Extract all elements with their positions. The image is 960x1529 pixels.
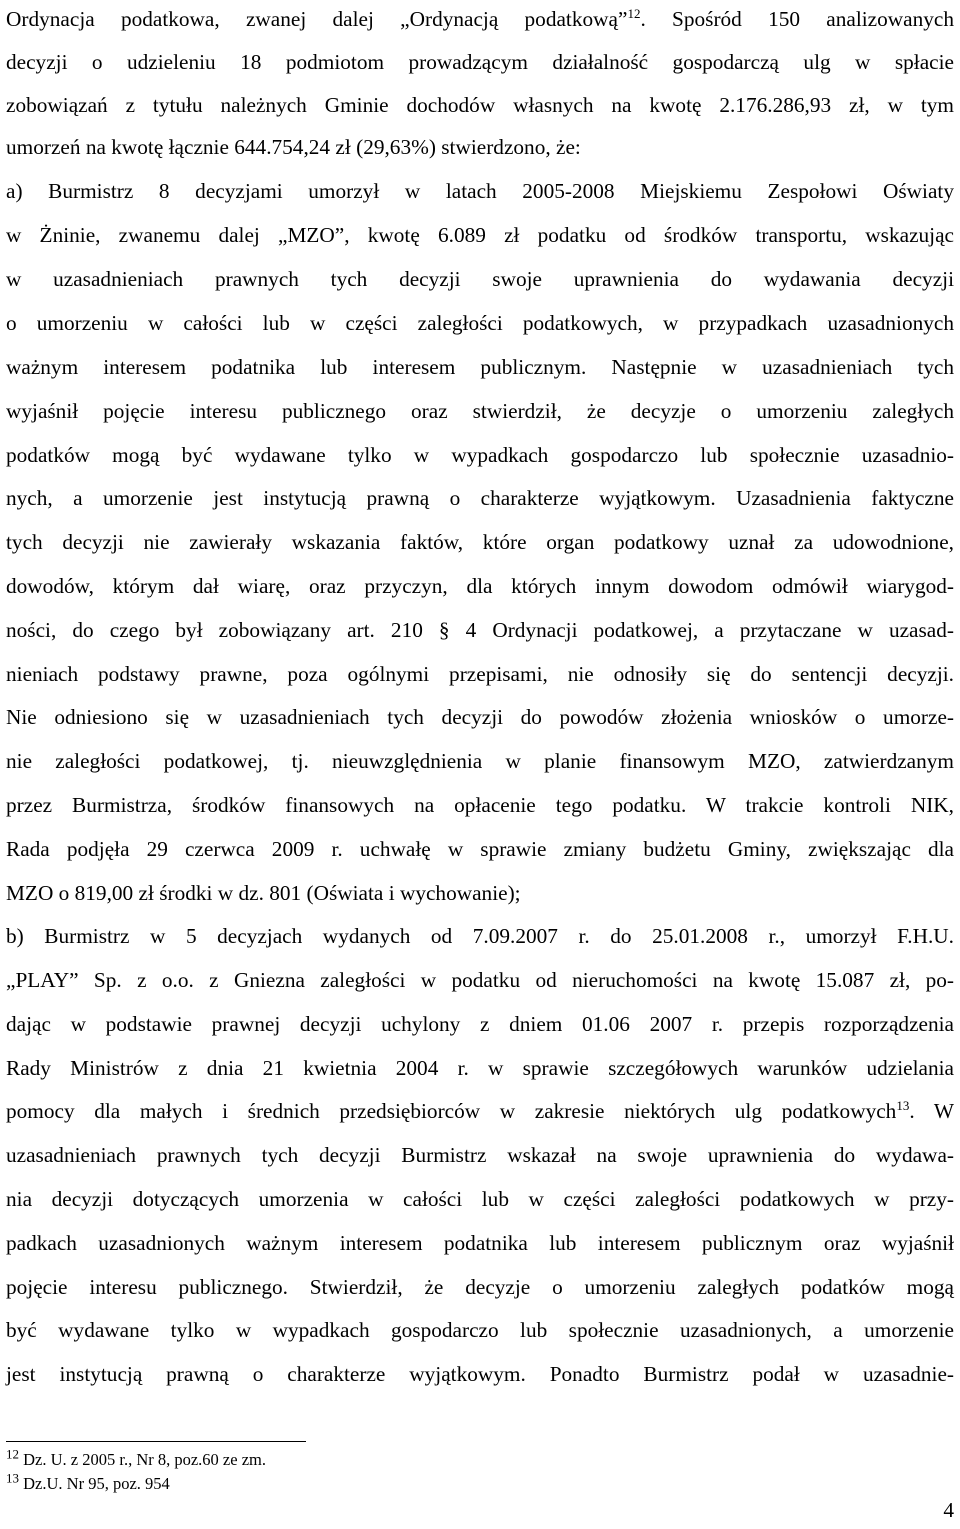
text-line: Nie odniesiono się w uzasadnieniach tych decyzji do powodów złożenia wniosków o umorze- xyxy=(6,705,954,729)
footnote-separator xyxy=(6,1441,306,1442)
text-line: a) Burmistrz 8 decyzjami umorzył w latach 2005-2008 Miejskiemu Zespołowi Oświaty xyxy=(6,179,954,203)
text-line: „PLAY” Sp. z o.o. z Gniezna zaległości w podatku od nieruchomości na kwotę 15.087 zł, po- xyxy=(6,968,954,992)
text-line: Rada podjęła 29 czerwca 2009 r. uchwałę w sprawie zmiany budżetu Gminy, zwiększając dla xyxy=(6,837,954,861)
text-line: przez Burmistrza, środków finansowych na opłacenie tego podatku. W trakcie kontroli NIK, xyxy=(6,793,954,817)
text-line: nych, a umorzenie jest instytucją prawną o charakterze wyjątkowym. Uzasadnienia faktyczne xyxy=(6,486,954,510)
text-line: w Żninie, zwanemu dalej „MZO”, kwotę 6.089 zł podatku od środków transportu, wskazując xyxy=(6,223,954,247)
footnote xyxy=(6,1446,266,1470)
text-line: być wydawane tylko w wypadkach gospodarczo lub społecznie uzasadnionych, a umorzenie xyxy=(6,1318,954,1342)
footnote-mark: 13 xyxy=(6,1470,19,1486)
footnote-text: Dz.U. Nr 95, poz. 954 xyxy=(19,1474,170,1493)
text-line: o umorzeniu w całości lub w części zaległości podatkowych, w przypadkach uzasadnionych xyxy=(6,311,954,335)
text-line: uzasadnieniach prawnych tych decyzji Burmistrz wskazał na swoje uprawnienia do wydawa- xyxy=(6,1143,954,1167)
text-line: decyzji o udzieleniu 18 podmiotom prowadzącym działalność gospodarczą ulg w spłacie xyxy=(6,50,954,74)
text-line: podatków mogą być wydawane tylko w wypadkach gospodarczo lub społecznie uzasadnio- xyxy=(6,443,954,467)
text-line: zobowiązań z tytułu należnych Gminie dochodów własnych na kwotę 2.176.286,93 zł, w tym xyxy=(6,93,954,117)
text-line: w uzasadnieniach prawnych tych decyzji swoje uprawnienia do wydawania decyzji xyxy=(6,267,954,291)
text-line: ności, do czego był zobowiązany art. 210 § 4 Ordynacji podatkowej, a przytaczane w uzasad- xyxy=(6,618,954,642)
text-line: MZO o 819,00 zł środki w dz. 801 (Oświata i wychowanie); xyxy=(6,881,521,905)
text-line: umorzeń na kwotę łącznie 644.754,24 zł (29,63%) stwierdzono, że: xyxy=(6,135,581,159)
text-line: pomocy dla małych i średnich przedsiębiorców w zakresie niektórych ulg podatkowych$^{13}$. W xyxy=(6,1097,954,1123)
text-line: wyjaśnił pojęcie interesu publicznego oraz stwierdził, że decyzje o umorzeniu zaległych xyxy=(6,399,954,423)
text-line: jest instytucją prawną o charakterze wyjątkowym. Ponadto Burmistrz podał w uzasadnie- xyxy=(6,1362,954,1386)
page-number: 4 xyxy=(943,1498,954,1522)
text-line: dowodów, którym dał wiarę, oraz przyczyn, dla których innym dowodom odmówił wiarygod- xyxy=(6,574,954,598)
footnote-text: Dz. U. z 2005 r., Nr 8, poz.60 ze zm. xyxy=(19,1450,266,1469)
text-line: nieniach podstawy prawne, poza ogólnymi przepisami, nie odnosiły się do sentencji decyzji. xyxy=(6,662,954,686)
text-line: tych decyzji nie zawierały wskazania faktów, które organ podatkowy uznał za udowodnione, xyxy=(6,530,954,554)
text-line: pojęcie interesu publicznego. Stwierdził, że decyzje o umorzeniu zaległych podatków mogą xyxy=(6,1275,954,1299)
footnote-ref: 13 xyxy=(896,1097,910,1113)
text-line: nie zaległości podatkowej, tj. nieuwzględnienia w planie finansowym MZO, zatwierdzanym xyxy=(6,749,954,773)
footnote-ref: 12 xyxy=(627,5,641,21)
text-line: nia decyzji dotyczących umorzenia w całości lub w części zaległości podatkowych w przy- xyxy=(6,1187,954,1211)
text-line: ważnym interesem podatnika lub interesem publicznym. Następnie w uzasadnieniach tych xyxy=(6,355,954,379)
text-line: dając w podstawie prawnej decyzji uchylony z dniem 01.06 2007 r. przepis rozporządzenia xyxy=(6,1012,954,1036)
text-line: Rady Ministrów z dnia 21 kwietnia 2004 r. w sprawie szczegółowych warunków udzielania xyxy=(6,1056,954,1080)
footnote-mark: 12 xyxy=(6,1446,19,1462)
text-line: padkach uzasadnionych ważnym interesem podatnika lub interesem publicznym oraz wyjaśnił xyxy=(6,1231,954,1255)
text-line: b) Burmistrz w 5 decyzjach wydanych od 7.09.2007 r. do 25.01.2008 r., umorzył F.H.U. xyxy=(6,924,954,948)
text-line: Ordynacja podatkowa, zwanej dalej „Ordynacją podatkową”$^{12}$. Spośród 150 analizowanych xyxy=(6,5,954,31)
footnote xyxy=(6,1470,170,1494)
